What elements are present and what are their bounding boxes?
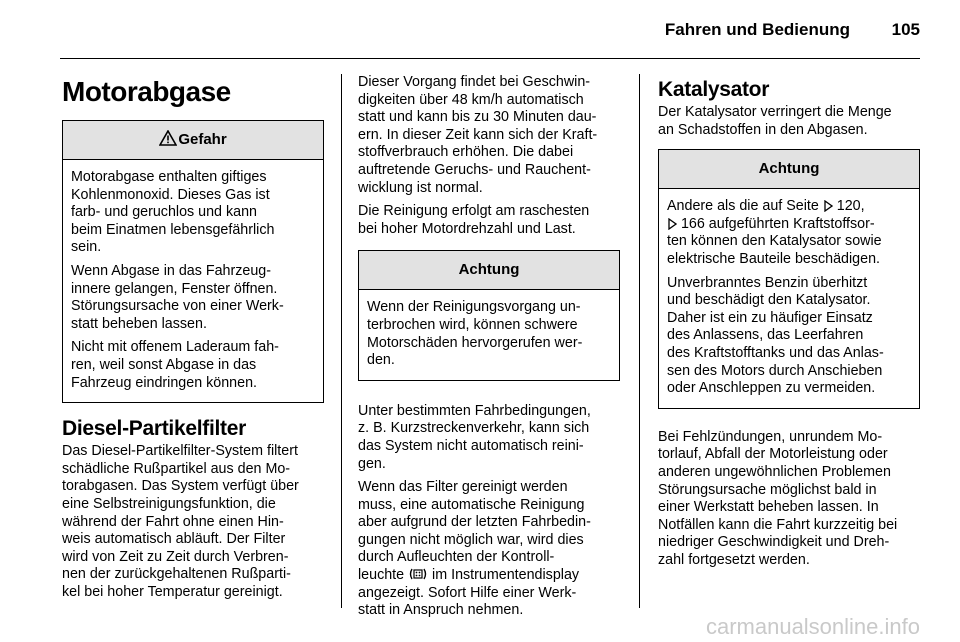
text-line: ern. In dieser Zeit kann sich der Kraft- <box>358 126 598 143</box>
danger-box-body <box>63 160 323 402</box>
text-line: aber aufgrund der letzten Fahrbedin- <box>358 514 591 531</box>
text-line: z. B. Kurzstreckenverkehr, kann sich <box>358 420 590 437</box>
page-reference-link[interactable]: 120, <box>836 198 865 215</box>
text-line: innere gelangen, Fenster öffnen. <box>71 280 278 297</box>
text-line: gungen nicht möglich war, wird dies <box>358 531 584 548</box>
danger-label: Gefahr <box>178 131 227 148</box>
text-line: statt in Anspruch nehmen. <box>358 602 524 619</box>
text-line: im Instrumentendisplay <box>428 567 580 584</box>
heading-katalysator: Katalysator <box>658 78 770 101</box>
text-line: eine Selbstreinigungsfunktion, die <box>62 495 276 512</box>
text-line: Unverbranntes Benzin überhitzt <box>667 274 868 291</box>
text-line: und beschädigt den Katalysator. <box>667 292 871 309</box>
column-2 <box>358 74 620 626</box>
text-line: ten können den Katalysator sowie <box>667 233 882 250</box>
text-line: den. <box>367 352 395 369</box>
text-line: elektrische Bauteile beschädigen. <box>667 250 881 267</box>
text-line: Notfällen kann die Fahrt kurzzeitig bei <box>658 516 898 533</box>
text-line: angezeigt. Sofort Hilfe einer Werk- <box>358 584 577 601</box>
text-line: weis automatisch abläuft. Der Filter <box>62 531 286 548</box>
text-line: zahl fortgesetzt werden. <box>658 551 810 568</box>
text-line: Kohlenmonoxid. Dieses Gas ist <box>71 186 270 203</box>
text-line: niedriger Geschwindigkeit und Dreh- <box>658 534 890 551</box>
danger-paragraph <box>71 263 315 333</box>
text-line: gen. <box>358 455 386 472</box>
caution-box-catalyst <box>658 149 920 409</box>
column-3 <box>658 74 920 575</box>
caution-box-body <box>659 189 919 408</box>
diesel-particle-filter-icon <box>408 567 428 581</box>
column-divider-right <box>639 74 640 608</box>
text-line: Wenn das Filter gereinigt werden <box>358 479 568 496</box>
text-line: Daher ist ein zu häufiger Einsatz <box>667 309 873 326</box>
warning-triangle-icon <box>159 130 177 146</box>
column-1 <box>62 74 324 607</box>
fuel-types-paragraph <box>667 198 911 268</box>
text-line: ren, weil sonst Abgase in das <box>71 356 257 373</box>
regeneration-paragraph <box>358 74 620 197</box>
text-line: Motorschäden hervorgerufen wer- <box>367 334 583 351</box>
diesel-paragraph <box>62 443 324 601</box>
text-line: Das Diesel-Partikelfilter-System filtert <box>62 443 298 460</box>
text-line: schädliche Rußpartikel aus den Mo- <box>62 460 291 477</box>
text-line: beim Einatmen lebensgefährlich <box>71 221 275 238</box>
caution-paragraph <box>367 299 611 369</box>
text-line: Motorabgase enthalten giftiges <box>71 169 267 185</box>
text-line: wird von Zeit zu Zeit durch Verbren- <box>62 548 289 565</box>
unburned-fuel-paragraph <box>667 275 911 398</box>
text-line: sein. <box>71 239 102 256</box>
text-line: torlauf, Abfall der Motorleistung oder <box>658 446 888 463</box>
page-ref-triangle-icon <box>823 200 833 212</box>
text-line: des Kraftstofftanks und das Anlas- <box>667 344 884 361</box>
heading-diesel-partikelfilter: Diesel-Partikelfilter <box>62 417 246 441</box>
text-line: statt beheben lassen. <box>71 315 207 332</box>
text-line: Die Reinigung erfolgt am raschesten <box>358 203 590 220</box>
text-line: einer Werkstatt beheben lassen. In <box>658 499 879 516</box>
text-line: oder Anschleppen zu vermeiden. <box>667 380 876 397</box>
caution-box-header: Achtung <box>659 150 919 189</box>
page-number: 105 <box>891 20 920 39</box>
header-title: Fahren und Bedienung <box>664 20 850 39</box>
text-line: auftretende Geruchs- und Rauchent- <box>358 161 591 178</box>
text-line: Fahrzeug eindringen können. <box>71 374 257 391</box>
text-line: Andere als die auf Seite <box>667 198 823 215</box>
text-line: des Anlassens, das Leerfahren <box>667 327 864 344</box>
text-line: kel bei hoher Temperatur gereinigt. <box>62 583 283 600</box>
text-line: anderen ungewöhnlichen Problemen <box>658 463 891 480</box>
header-rule <box>60 58 920 59</box>
text-line: stoffverbrauch erhöhen. Die dabei <box>358 144 574 161</box>
text-line: Störungsursache von einer Werk- <box>71 298 284 315</box>
regeneration-speed-paragraph <box>358 203 620 238</box>
text-line: nen der zurückgehaltenen Rußparti- <box>62 566 291 583</box>
danger-box <box>62 120 324 403</box>
caution-box-body <box>359 290 619 379</box>
danger-paragraph <box>71 169 315 257</box>
text-line: Wenn der Reinigungsvorgang un- <box>367 299 581 316</box>
text-line: Unter bestimmten Fahrbedingungen, <box>358 402 591 419</box>
text-line: torabgasen. Das System verfügt über <box>62 478 299 495</box>
page-reference-link[interactable]: 166 aufgeführten Kraftstoffsor- <box>680 215 875 232</box>
text-line: während der Fahrt ohne einen Hin- <box>62 513 284 530</box>
misfire-paragraph <box>658 429 920 570</box>
text-line: terbrochen wird, können schwere <box>367 316 578 333</box>
text-line: das System nicht automatisch reini- <box>358 437 584 454</box>
text-line: Dieser Vorgang findet bei Geschwin- <box>358 74 591 90</box>
danger-paragraph <box>71 339 315 392</box>
driving-conditions-paragraph <box>358 403 620 473</box>
text-line: muss, eine automatische Reinigung <box>358 496 585 513</box>
page-ref-triangle-icon <box>667 218 677 230</box>
text-line: durch Aufleuchten der Kontroll- <box>358 549 555 566</box>
text-line: bei hoher Motordrehzahl und Last. <box>358 220 576 237</box>
text-line: farb- und geruchlos und kann <box>71 204 257 221</box>
caution-box-regeneration <box>358 250 620 380</box>
watermark: carmanualsonline.info <box>705 614 920 639</box>
text-line: sen des Motors durch Anschieben <box>667 362 883 379</box>
text-line: Wenn Abgase in das Fahrzeug- <box>71 262 272 279</box>
text-line: Der Katalysator verringert die Menge <box>658 104 892 120</box>
text-line: Nicht mit offenem Laderaum fah- <box>71 339 279 356</box>
filter-cleaning-paragraph <box>358 479 620 620</box>
caution-box-header: Achtung <box>359 251 619 290</box>
katalysator-intro <box>658 104 920 139</box>
text-line: Bei Fehlzündungen, unrundem Mo- <box>658 428 883 445</box>
text-line: digkeiten über 48 km/h automatisch <box>358 91 584 108</box>
text-line: Störungsursache möglichst bald in <box>658 481 877 498</box>
danger-box-header <box>63 121 323 160</box>
text-line: statt und kann bis zu 30 Minuten dau- <box>358 109 597 126</box>
text-line: an Schadstoffen in den Abgasen. <box>658 121 868 138</box>
heading-motorabgase: Motorabgase <box>62 76 231 107</box>
column-divider-left <box>341 74 342 608</box>
text-line: wicklung ist normal. <box>358 179 483 196</box>
text-line: leuchte <box>358 567 409 584</box>
